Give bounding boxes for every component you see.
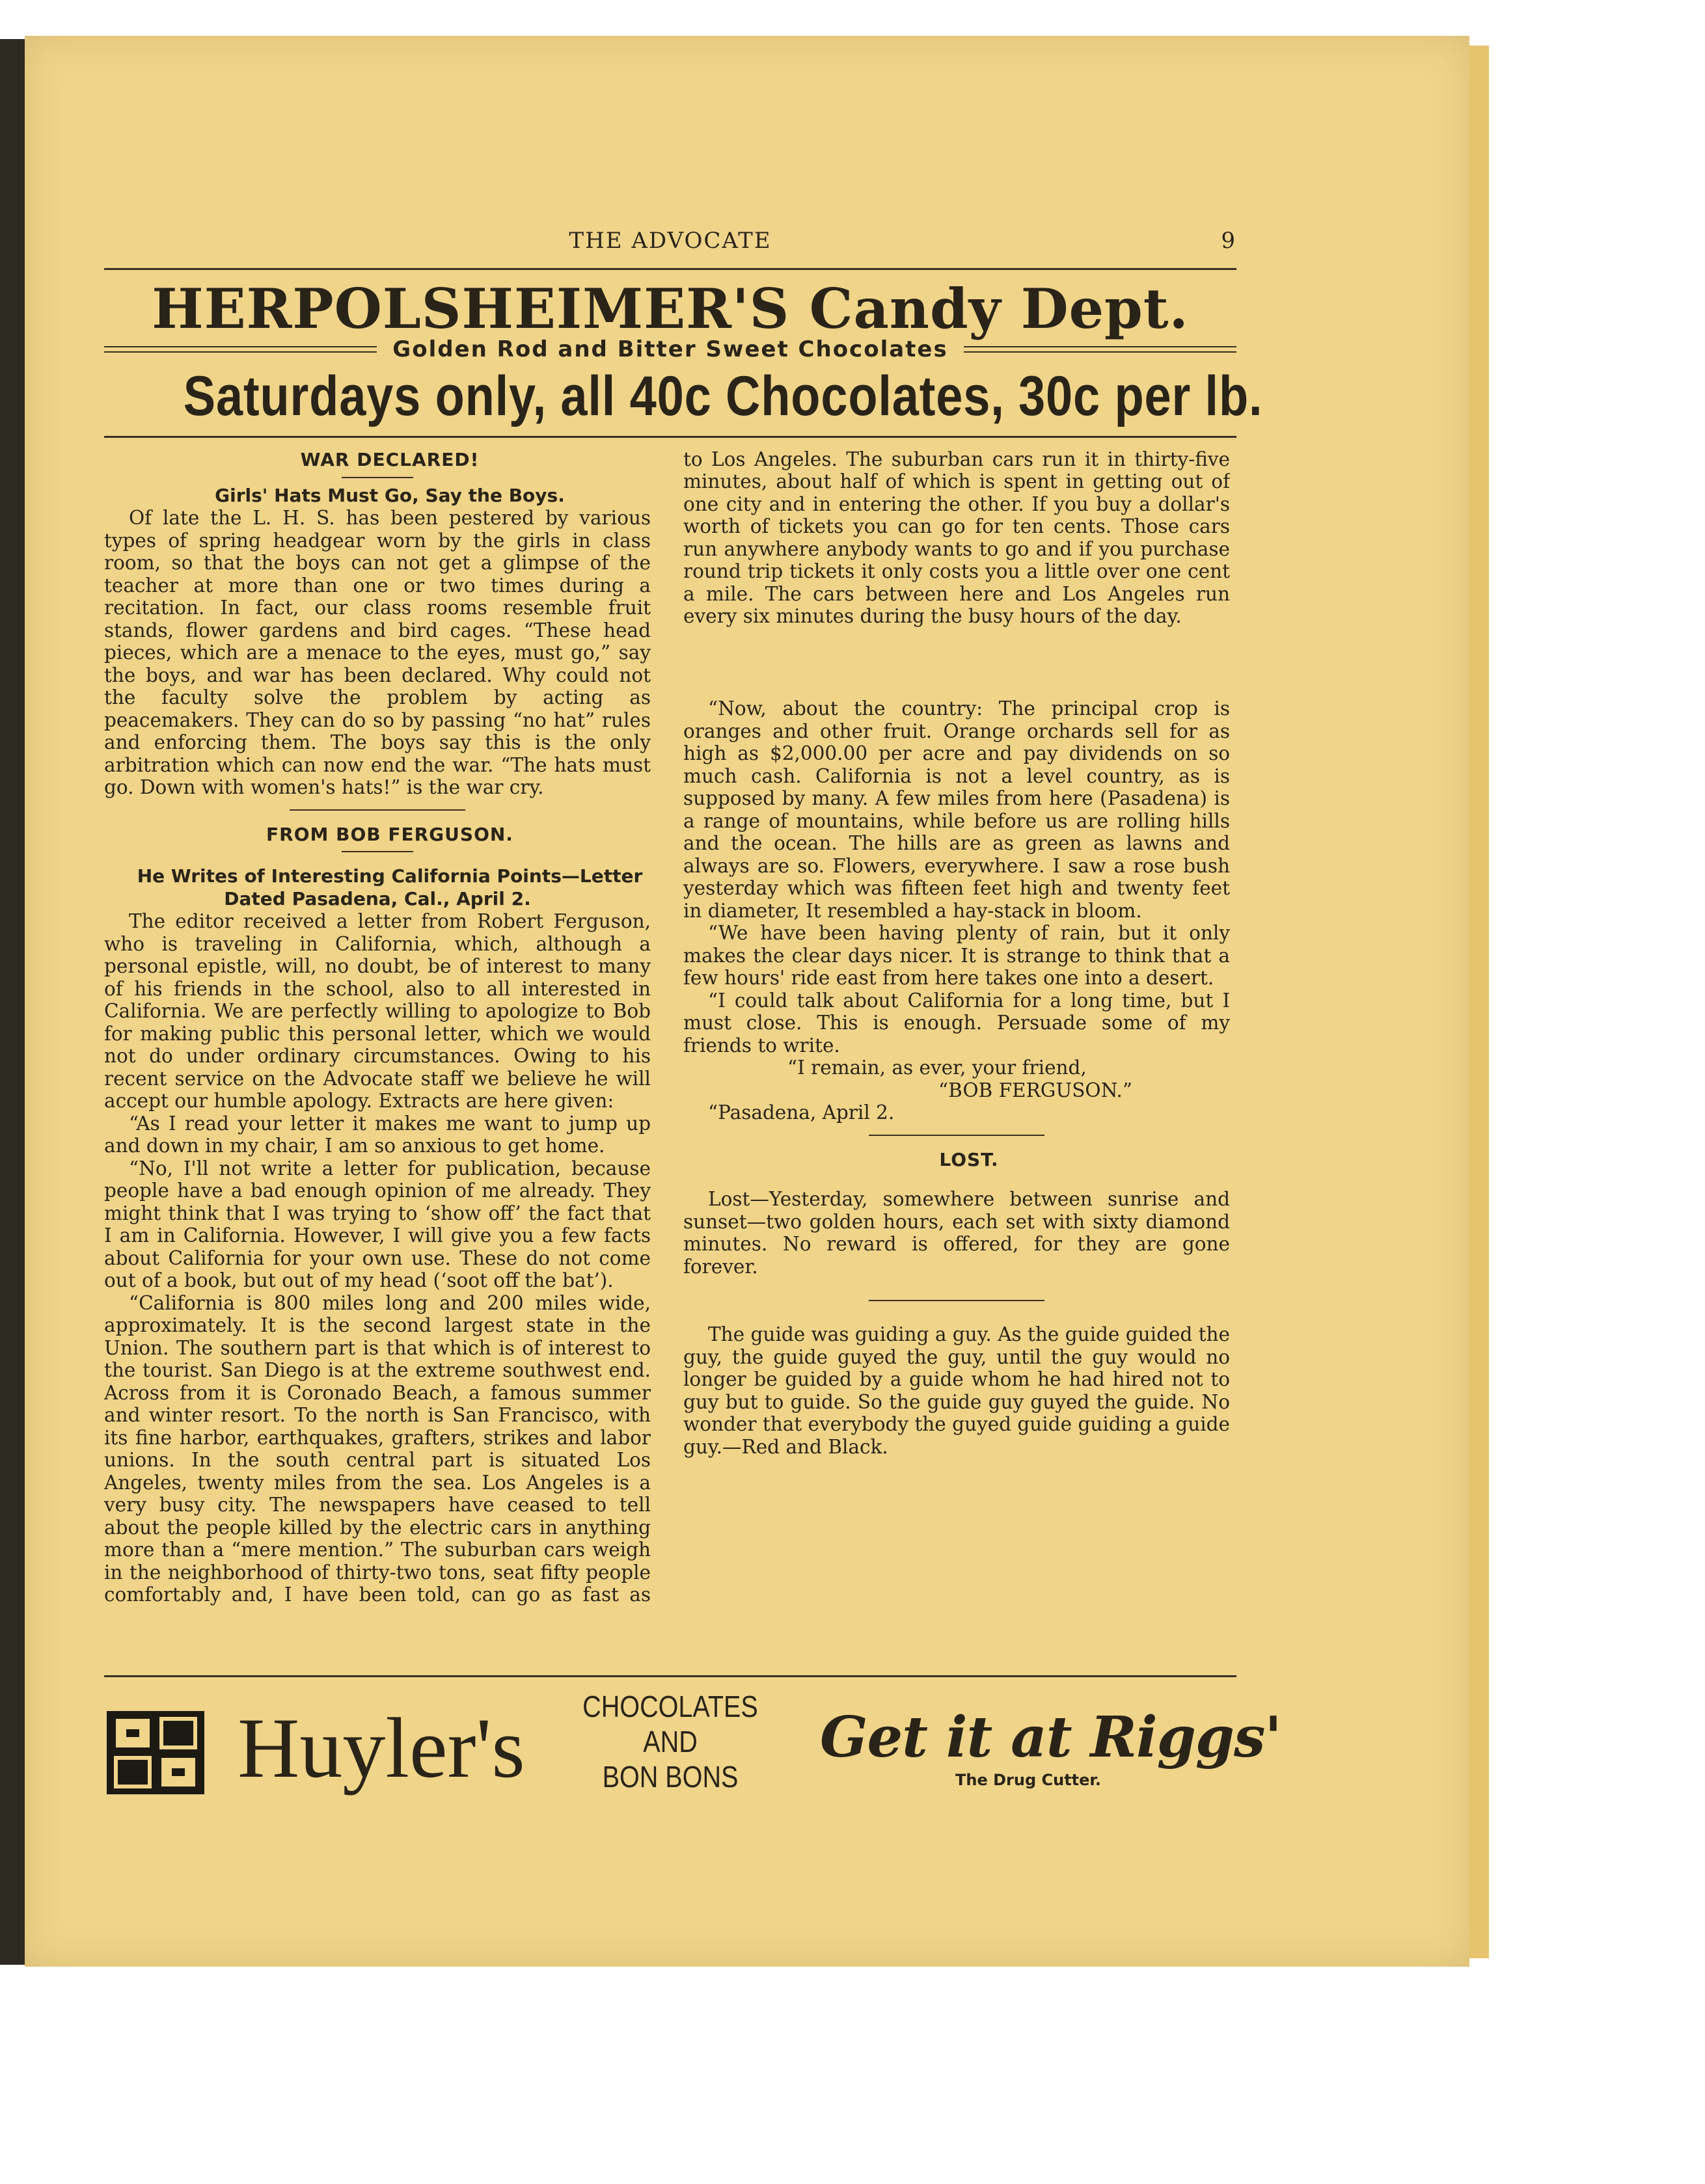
page-edge <box>1469 46 1489 1958</box>
article-ferguson-paragraph: “Now, about the country: The principal crop is oranges and other fruit. Orange orchards sell for as high as $2,000.00 per acre and pay dividends on so much cash. California is not a level country, as is supposed by many. A few miles from here (Pasadena) is a range of mountains, while before us are rolling hills and the ocean. The hills are as green as lawns and always are so. Flowers, everywhere. I saw a rose bush yesterday which was fifteen feet high and twenty feet in diameter, It resembled a hay-stack in bloom. <box>683 697 1230 922</box>
article-guide-body: The guide was guiding a guy. As the guide guided the guy, the guide guyed the guy, until the guy would no longer be guided by a guide whom he had hired not to guy but to guide. So the guide guy guyed the guide. No wonder that everybody the guyed guide guiding a guide guy.—Red and Black. <box>683 1323 1230 1458</box>
huyler-products <box>569 1689 771 1794</box>
ad-herpolsheimer-title: HERPOLSHEIMER'S Candy Dept. <box>152 276 1189 341</box>
huyler-logo-icon-graphic <box>107 1711 204 1794</box>
article-ferguson-paragraph-continued: to Los Angeles. The suburban cars run it in thirty-five minutes, about half of which is spent in getting out of one city and in entering the other. If you buy a dollar's worth of tickets you can go for ten cents. Those cars run anywhere anybody wants to go and if you purchase round trip tickets it only costs you a little over one cent a mile. The cars between here and Los Angeles run every six minutes during the busy hours of the day. <box>683 449 1230 627</box>
double-rule-right <box>964 346 1236 353</box>
short-rule <box>342 477 413 478</box>
right-column <box>683 449 1230 1458</box>
ad-herpolsheimer-subtitle: Golden Rod and Bitter Sweet Chocolates <box>392 336 948 362</box>
ad-herpolsheimer-subtitle-row <box>104 335 1236 364</box>
article-ferguson-heading: FROM BOB FERGUSON. <box>266 823 513 845</box>
letter-closing: “I remain, as ever, your friend, <box>787 1057 1087 1079</box>
left-column <box>104 449 651 1607</box>
ad-herpolsheimer-offer: Saturdays only, all 40c Chocolates, 30c per lb. <box>183 365 1263 427</box>
product-line: CHOCOLATES <box>582 1690 758 1723</box>
article-ferguson-subheading: He Writes of Interesting California Points—Letter Dated Pasadena, Cal., April 2. <box>137 865 643 910</box>
double-rule-left <box>104 346 377 353</box>
letter-signature: “BOB FERGUSON.” <box>938 1079 1132 1101</box>
article-divider <box>869 1135 1044 1136</box>
product-line: AND <box>643 1725 698 1759</box>
huyler-logo-icon <box>107 1711 204 1794</box>
running-title: THE ADVOCATE <box>569 228 772 254</box>
article-lost-body: Lost—Yesterday, somewhere between sunrise and sunset—two golden hours, each set with sixty diamond minutes. No reward is offered, for they are gone forever. <box>683 1188 1230 1278</box>
header-rule <box>104 268 1236 270</box>
ad-bottom <box>104 1685 1281 1796</box>
article-ferguson-paragraph-split: “California is 800 miles long and 200 miles wide, approximately. It is the second largest state in the Union. The southern part is that which is of interest to the tourist. San Diego is at the extreme southwest end. Across from it is Coronado Beach, a famous summer and winter resort. To the north is San Francisco, with its fine harbor, earthquakes, grafters, strikes and labor unions. In the south central part is situated Los Angeles, twenty miles from the sea. Los Angeles is a very busy city. The newspapers have ceased to tell about the people killed by the electric cars in anything more than a “mere mention.” The suburban cars weigh in the neighborhood of thirty-two tons, seat fifty people comfortably and, I have been told, can go as fast as <box>104 1291 651 1606</box>
riggs-store: The Drug Cutter. <box>955 1771 1101 1789</box>
article-divider <box>290 809 465 811</box>
article-ferguson-paragraph: “No, I'll not write a letter for publication, because people have a bad enough opinion of me already. They might think that I was trying to ‘show off’ the fact that I am in California. However, I will give you a few facts about California for your own use. These do not come out of a book, but out of my head (‘soot off the bat’). <box>104 1157 651 1291</box>
page-header <box>104 228 1236 260</box>
article-war-declared-subheading: Girls' Hats Must Go, Say the Boys. <box>215 484 565 506</box>
product-line: BON BONS <box>602 1760 739 1794</box>
article-ferguson-continued-window <box>683 449 1230 697</box>
article-ferguson-paragraph: “We have been having plenty of rain, but it only makes the clear days nicer. It is strange to think that a few hours' ride east from here takes one into a desert. <box>683 922 1230 989</box>
article-war-declared-heading: WAR DECLARED! <box>300 449 480 470</box>
short-rule <box>342 851 413 852</box>
huyler-brand: Huyler's <box>238 1700 525 1796</box>
article-divider <box>869 1300 1044 1301</box>
letter-dateline: “Pasadena, April 2. <box>708 1101 895 1124</box>
book-spine <box>0 39 27 1965</box>
ad-top-rule <box>104 436 1236 438</box>
article-ferguson-paragraph: “As I read your letter it makes me want to jump up and down in my chair, I am so anxious to get home. <box>104 1112 651 1157</box>
article-war-declared-body: Of late the L. H. S. has been pestered by various types of spring headgear worn by the girls in class room, so that the boys can not get a glimpse of the teacher at more than one or two times during a recitation. In fact, our class rooms resemble fruit stands, flower gardens and bird cages. “These head pieces, which are a menace to the eyes, must go,” say the boys, and war has been declared. Why could not the faculty solve the problem by acting as peacemakers. They can do so by passing “no hat” rules and enforcing them. The boys say this is the only arbitration which can now end the war. “The hats must go. Down with women's hats!” is the war cry. <box>104 507 651 798</box>
page-number: 9 <box>1221 228 1236 254</box>
article-lost-heading: LOST. <box>939 1148 999 1170</box>
article-ferguson-paragraph: “I could talk about California for a long time, but I must close. This is enough. Persuade some of my friends to write. <box>683 989 1230 1057</box>
riggs-slogan: Get it at Riggs' <box>820 1705 1281 1770</box>
ad-bottom-rule <box>104 1675 1236 1677</box>
article-ferguson-paragraph: The editor received a letter from Robert Ferguson, who is traveling in California, which, although a personal epistle, will, no doubt, be of interest to many of his friends in the school, also to all interested in California. We are perfectly willing to apologize to Bob for making public this personal letter, which we would not do under ordinary circumstances. Owing to his recent service on the Advocate staff we believe he will accept our humble apology. Extracts are here given: <box>104 910 651 1112</box>
